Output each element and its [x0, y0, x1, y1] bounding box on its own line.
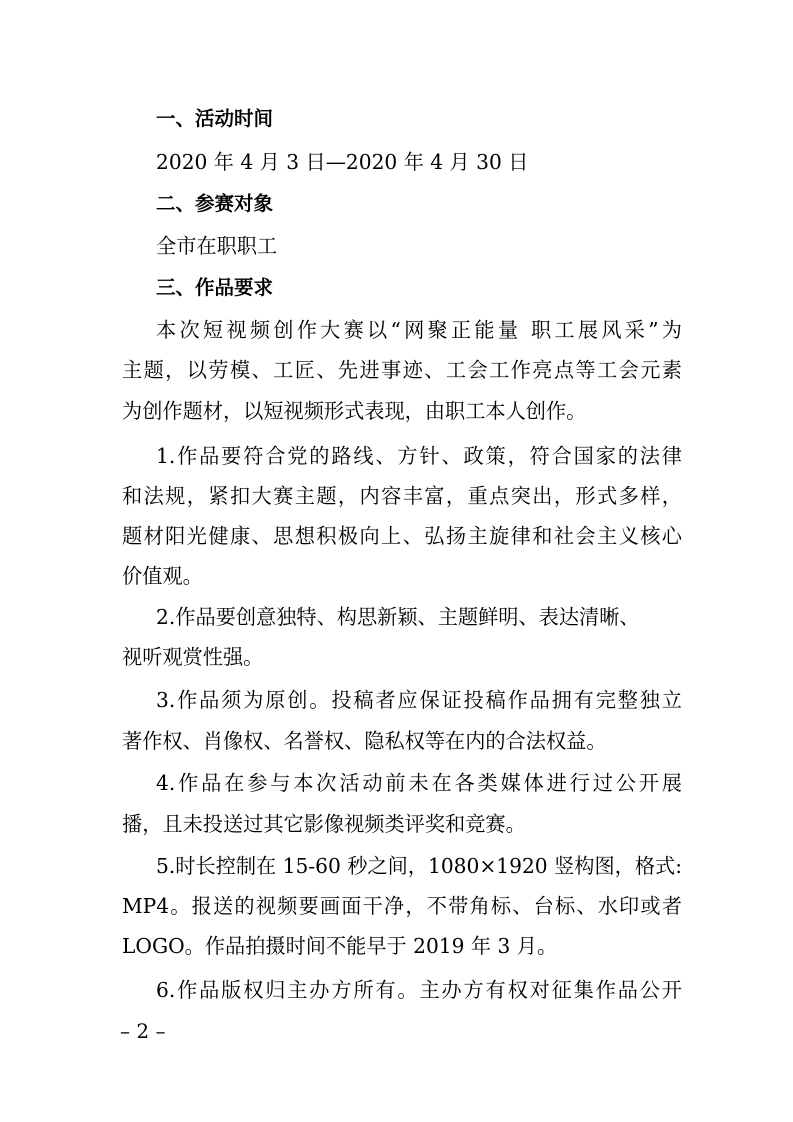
item-1-line-3: 题材阳光健康、思想积极向上、弘扬主旋律和社会主义核心 — [122, 524, 682, 548]
item-3-line-1: 3.作品须为原创。投稿者应保证投稿作品拥有完整独立 — [156, 688, 682, 712]
intro-line-2: 主题，以劳模、工匠、先进事迹、工会工作亮点等工会元素 — [122, 358, 682, 382]
item-1-line-1: 1.作品要符合党的路线、方针、政策，符合国家的法律 — [156, 444, 682, 468]
participants-text: 全市在职职工 — [156, 234, 278, 258]
item-4-line-1: 4.作品在参与本次活动前未在各类媒体进行过公开展 — [156, 771, 682, 795]
activity-time-text: 2020 年 4 月 3 日—2020 年 4 月 30 日 — [156, 150, 529, 174]
section-heading-time: 一、活动时间 — [156, 107, 274, 130]
page-number: – 2 – — [120, 1019, 166, 1043]
section-heading-requirements: 三、作品要求 — [156, 276, 274, 299]
item-3-line-2: 著作权、肖像权、名誉权、隐私权等在内的合法权益。 — [122, 729, 607, 753]
item-5-line-1: 5.时长控制在 15-60 秒之间，1080×1920 竖构图，格式: — [156, 854, 682, 878]
item-2-line-1: 2.作品要创意独特、构思新颖、主题鲜明、表达清晰、 — [156, 605, 640, 629]
section-heading-participants: 二、参赛对象 — [156, 192, 274, 215]
item-5-line-2: MP4。报送的视频要画面干净，不带角标、台标、水印或者 — [122, 894, 682, 918]
intro-line-3: 为创作题材，以短视频形式表现，由职工本人创作。 — [122, 399, 587, 423]
intro-line-1: 本次短视频创作大赛以“网聚正能量 职工展风采”为 — [156, 318, 682, 342]
item-4-line-2: 播，且未投送过其它影像视频类评奖和竞赛。 — [122, 812, 526, 836]
item-2-line-2: 视听观赏性强。 — [122, 645, 264, 669]
item-1-line-2: 和法规，紧扣大赛主题，内容丰富，重点突出，形式多样， — [122, 484, 682, 508]
item-1-line-4: 价值观。 — [122, 564, 203, 588]
item-5-line-3: LOGO。作品拍摄时间不能早于 2019 年 3 月。 — [122, 934, 558, 958]
item-6-line-1: 6.作品版权归主办方所有。主办方有权对征集作品公开 — [156, 978, 682, 1002]
